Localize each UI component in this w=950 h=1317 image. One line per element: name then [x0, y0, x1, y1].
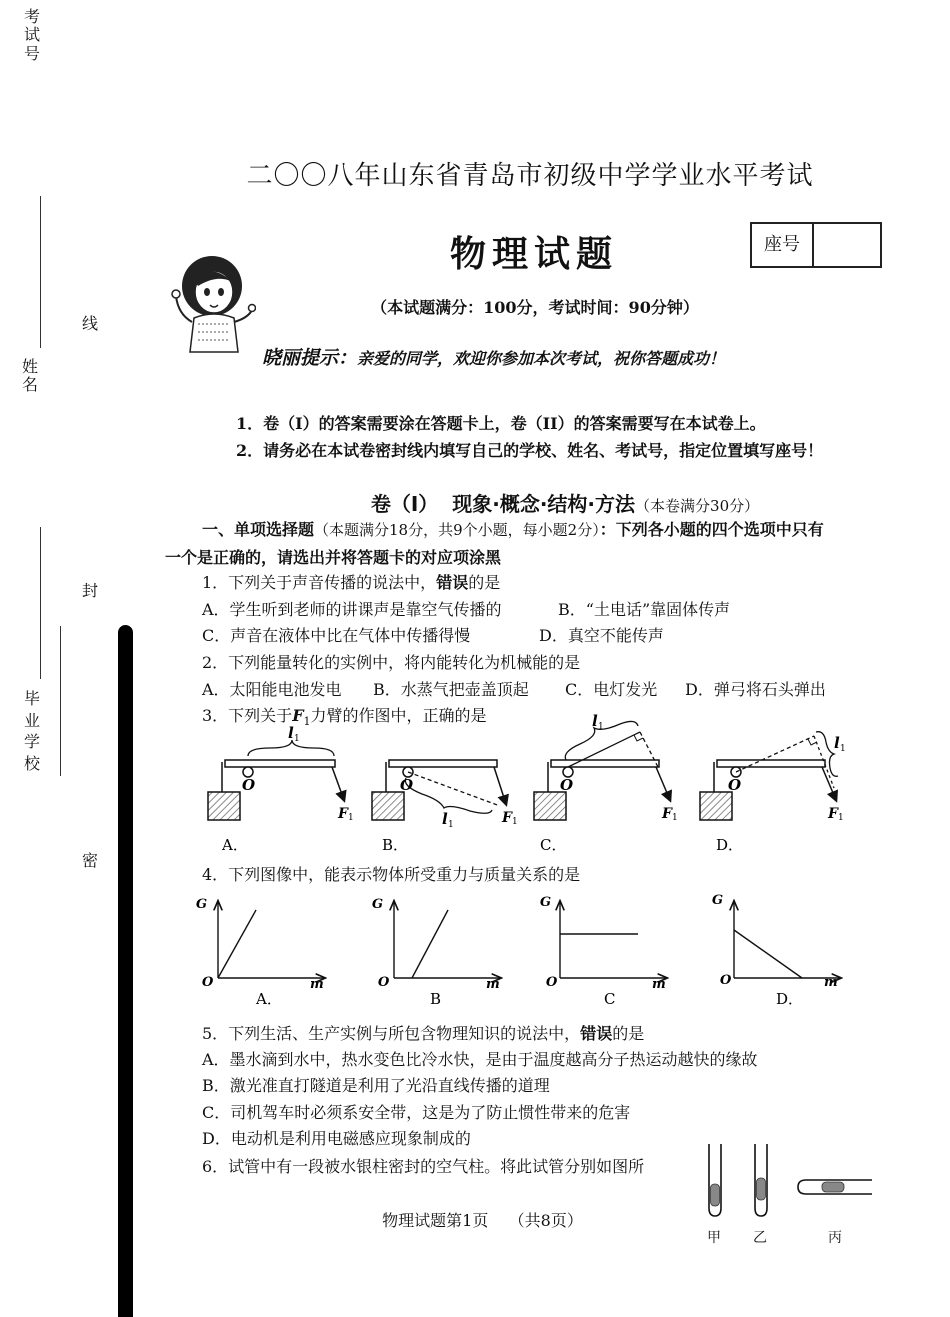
q4d-O: O	[720, 973, 732, 988]
part1-heading: 一、单项选择题	[202, 520, 315, 539]
q4-option-c: C	[604, 990, 616, 1008]
q6-stem: 6．试管中有一段被水银柱密封的空气柱。将此试管分别如图所	[202, 1157, 645, 1176]
part1-line-1	[202, 517, 824, 540]
q3a-F: F	[338, 806, 348, 822]
q3-stem-sub: 1	[303, 715, 311, 729]
q4-option-d: D．	[776, 990, 804, 1008]
q5-stem-post: 的是	[612, 1024, 645, 1043]
tube-jia	[709, 1144, 721, 1216]
q3d-l: l	[834, 734, 840, 752]
q3-option-d: D．	[716, 836, 744, 854]
q5-stem	[202, 1021, 644, 1044]
q2-option-b: B．水蒸气把壶盖顶起	[373, 680, 529, 699]
q5-option-b: B．激光准直打隧道是利用了光沿直线传播的道理	[202, 1076, 550, 1095]
q4b-m: m	[486, 977, 500, 992]
part1-instruction: ：下列各小题的四个选项中只有	[599, 520, 824, 539]
exam-title: 二〇〇八年山东省青岛市初级中学学业水平考试	[246, 161, 814, 191]
seat-number-box[interactable]	[750, 222, 882, 268]
q1-stem-pre: 1．下列关于声音传播的说法中，	[202, 573, 437, 592]
section-score: （本卷满分30分）	[635, 497, 760, 515]
q2-option-d: D．弹弓将石头弹出	[685, 680, 826, 699]
score-time: （本试题满分：100分，考试时间：90分钟）	[371, 298, 699, 317]
q4a-m: m	[310, 977, 324, 992]
q3a-l-sub: 1	[294, 734, 300, 744]
q3-option-c: C．	[540, 836, 567, 854]
q1-stem-post: 的是	[468, 573, 501, 592]
name-line	[40, 527, 41, 679]
q4-stem: 4．下列图像中，能表示物体所受重力与质量关系的是	[202, 865, 581, 884]
seal-seal-char: 封	[81, 581, 98, 600]
q3d-F: F	[828, 806, 838, 822]
tube-label-jia: 甲	[707, 1230, 721, 1246]
q2-option-a: A．太阳能电池发电	[202, 680, 342, 699]
q3-stem-f: F	[292, 706, 304, 725]
q4a-O: O	[202, 975, 214, 990]
q4d-m: m	[824, 975, 838, 990]
q3b-l-sub: 1	[448, 820, 454, 830]
q3a-l: l	[288, 724, 294, 742]
q1-option-a: A．学生听到老师的讲课声是靠空气传播的	[202, 600, 502, 619]
q3c-F: F	[662, 806, 672, 822]
note-2: 2．请务必在本试卷密封线内填写自己的学校、姓名、考试号，指定位置填写座号！	[236, 441, 824, 460]
q3-diagram-a	[208, 724, 354, 854]
q5-stem-key: 错误	[580, 1024, 613, 1043]
subject-title: 物理试题	[449, 233, 618, 275]
q1-option-d: D．真空不能传声	[539, 626, 664, 645]
q1-stem-key: 错误	[436, 573, 469, 592]
q3-lever-diagrams	[200, 712, 860, 862]
hint-text: 亲爱的同学，欢迎你参加本次考试，祝你答题成功！	[357, 349, 726, 368]
tube-yi	[755, 1144, 767, 1216]
q3-diagram-b	[372, 760, 518, 854]
q4a-G: G	[196, 897, 208, 912]
q3a-F-sub: 1	[348, 813, 354, 823]
seal-secret-char: 密	[81, 851, 98, 870]
q3d-O: O	[728, 776, 742, 794]
part1-line-2: 一个是正确的，请选出并将答题卡的对应项涂黑	[165, 548, 502, 567]
q4d-G: G	[712, 893, 724, 908]
q4-graph-d	[712, 893, 840, 1008]
q3-stem-pre: 3．下列关于	[202, 706, 293, 725]
q5-option-d: D．电动机是利用电磁感应现象制成的	[202, 1129, 471, 1148]
section-title	[0, 488, 950, 517]
q3d-F-sub: 1	[838, 813, 844, 823]
q5-stem-pre: 5．下列生活、生产实例与所包含物理知识的说法中，	[202, 1024, 581, 1043]
q1-stem	[202, 570, 500, 593]
q4c-G: G	[540, 895, 552, 910]
seal-line-char: 线	[81, 314, 98, 333]
q1-option-b: B．“土电话”靠固体传声	[558, 600, 731, 619]
q3c-F-sub: 1	[672, 813, 678, 823]
section-name: 卷（Ⅰ） 现象·概念·结构·方法	[370, 492, 636, 516]
tube-bing	[798, 1180, 872, 1194]
q3b-l: l	[442, 810, 448, 828]
hint-label: 晓丽提示：	[262, 347, 358, 369]
q4b-O: O	[378, 975, 390, 990]
q3d-l-sub: 1	[840, 744, 846, 754]
q3c-l-sub: 1	[598, 722, 604, 732]
q4-graphs	[190, 888, 850, 1010]
q4c-m: m	[652, 977, 666, 992]
q3b-F: F	[502, 810, 512, 826]
q3-stem-post: 力臂的作图中，正确的是	[310, 706, 487, 725]
q4-option-a: A．	[256, 990, 282, 1008]
q3b-F-sub: 1	[512, 817, 518, 827]
q1-option-c: C．声音在液体中比在气体中传播得慢	[202, 626, 471, 645]
q2-stem: 2．下列能量转化的实例中，将内能转化为机械能的是	[202, 653, 581, 672]
q4b-G: G	[372, 897, 384, 912]
q4-graph-a	[196, 897, 324, 1008]
exam-number-label: 考试号	[23, 7, 40, 63]
tube-label-yi: 乙	[753, 1230, 767, 1246]
q3-option-a: A．	[222, 836, 248, 854]
q5-option-a: A．墨水滴到水中，热水变色比冷水快，是由于温度越高分子热运动越快的缘故	[202, 1050, 758, 1069]
q5-option-c: C．司机驾车时必须系安全带，这是为了防止惯性带来的危害	[202, 1103, 631, 1122]
q3-diagram-d	[700, 732, 846, 854]
q3-option-b: B．	[382, 836, 409, 854]
note-1: 1．卷（I）的答案需要涂在答题卡上，卷（II）的答案需要写在本试卷上。	[236, 414, 766, 433]
q3-diagram-c	[534, 712, 678, 854]
q4-graph-c	[540, 895, 666, 1008]
q3b-O: O	[400, 776, 414, 794]
school-line	[60, 626, 61, 776]
q4-option-b: B	[430, 990, 442, 1008]
part1-detail: （本题满分18分，共9个小题，每小题2分）	[314, 521, 600, 539]
q3a-O: O	[242, 776, 256, 794]
q2-option-c: C．电灯发光	[565, 680, 658, 699]
school-label: 毕业学校	[23, 689, 40, 773]
q3c-O: O	[560, 776, 574, 794]
q4c-O: O	[546, 975, 558, 990]
q3c-l: l	[592, 712, 598, 730]
hint	[262, 343, 725, 370]
tube-label-bing: 丙	[828, 1230, 842, 1246]
q4-graph-b	[372, 897, 500, 1008]
name-label: 姓名	[22, 357, 51, 395]
page-footer: 物理试题第1页 （共8页）	[382, 1211, 583, 1230]
seat-number-label: 座号	[752, 224, 814, 266]
